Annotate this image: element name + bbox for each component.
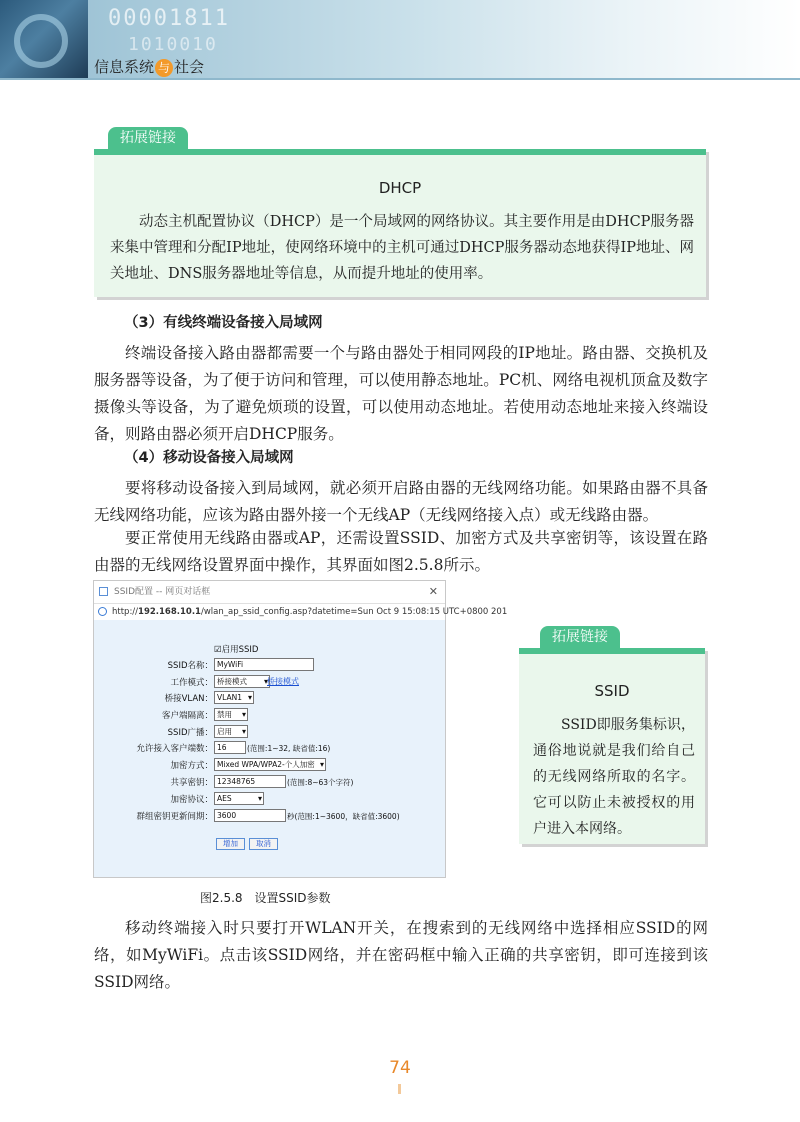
work-mode-select[interactable]: 桥接模式 ▾: [214, 675, 270, 688]
box-title: DHCP: [378, 179, 422, 197]
ssid-name-input[interactable]: MyWiFi: [214, 658, 314, 671]
client-isolation-select[interactable]: 禁用 ▾: [214, 708, 248, 721]
url-prefix: http://: [112, 607, 139, 617]
group-key-period-input[interactable]: 3600: [214, 809, 286, 822]
cancel-button[interactable]: 取消: [249, 838, 278, 850]
shared-key-note: (范围:8~63个字符): [287, 778, 354, 787]
header-title-part1: 信息系统: [94, 58, 155, 76]
max-clients-label: 允许接入客户端数：: [136, 744, 213, 754]
window-icon: [99, 587, 108, 596]
gear-icon: [14, 14, 68, 68]
header-title-connector: 与: [155, 59, 173, 77]
page-number: 74: [389, 1058, 411, 1078]
ext-link-box-ssid: [519, 648, 705, 844]
ssid-broadcast-select[interactable]: 启用 ▾: [214, 725, 248, 738]
checkbox-checked-icon: ☑: [214, 645, 222, 655]
ssid-broadcast-label: SSID广播：: [167, 728, 213, 738]
paragraph: 要正常使用无线路由器或AP，还需设置SSID、加密方式及共享密钥等，该设置在路由器的无线网络设置界面中操作，其界面如图2.5.8所示。: [94, 529, 708, 574]
ext-link-tab: 拓展链接: [108, 127, 188, 149]
box-text: 动态主机配置协议（DHCP）是一个局域网的网络协议。其主要作用是由DHCP服务器来集中管理和分配IP地址，使网络环境中的主机可通过DHCP服务器动态地获得IP地址、网关地址、DNS服务器地址等信息，从而提升地址的使用率。: [110, 214, 694, 282]
window-titlebar: [94, 581, 445, 604]
encryption-select[interactable]: Mixed WPA/WPA2-个人加密 ▾: [214, 758, 326, 771]
group-key-period-label: 群组密钥更新间期：: [136, 812, 213, 822]
paragraph: 移动终端接入时只要打开WLAN开关，在搜索到的无线网络中选择相应SSID的网络，如MyWiFi。点击该SSID网络，并在密码框中输入正确的共享密钥，即可连接到该SSID网络。: [94, 919, 708, 991]
box-text: SSID即服务集标识，通俗地说就是我们给自己的无线网络所取的名字。它可以防止未被授权的用户进入本网络。: [533, 717, 695, 837]
work-mode-link[interactable]: 桥接模式: [267, 677, 299, 686]
cipher-select[interactable]: AES ▾: [214, 792, 264, 805]
header-deco-digits-2: 1010010: [128, 34, 218, 55]
box-title: SSID: [594, 682, 630, 700]
enable-ssid-label: 启用SSID: [221, 645, 259, 655]
section-heading-4: （4）移动设备接入局域网: [124, 450, 294, 466]
header-divider: [0, 78, 800, 80]
client-isolation-label: 客户端隔离：: [161, 711, 213, 721]
paragraph: 要将移动设备接入到局域网，就必须开启路由器的无线网络功能。如果路由器不具备无线网络功能，应该为路由器外接一个无线AP（无线网络接入点）或无线路由器。: [94, 479, 708, 524]
header-image: [0, 0, 88, 78]
url-bar[interactable]: [94, 604, 508, 621]
url-path: /wlan_ap_ssid_config.asp?datetime=Sun Oct 9 15:08:15 UTC+0800 201: [200, 607, 508, 617]
bridge-vlan-select[interactable]: VLAN1 ▾: [214, 691, 254, 704]
max-clients-note: (范围:1~32, 缺省值:16): [247, 744, 331, 753]
shared-key-label: 共享密钥：: [170, 778, 213, 788]
enable-ssid-checkbox[interactable]: [214, 643, 258, 655]
max-clients-input[interactable]: 16: [214, 741, 246, 754]
add-button[interactable]: 增加: [216, 838, 245, 850]
header-title: [94, 56, 204, 77]
cipher-label: 加密协议：: [170, 795, 213, 805]
header-deco-digits: 00001811: [108, 6, 230, 31]
section-heading-3: （3）有线终端设备接入局域网: [124, 315, 323, 331]
ext-link-tab: 拓展链接: [540, 626, 620, 648]
encryption-label: 加密方式：: [170, 761, 213, 771]
shared-key-input[interactable]: 12348765: [214, 775, 286, 788]
page-number-tick: [398, 1084, 401, 1094]
paragraph: 终端设备接入路由器都需要一个与路由器处于相同网段的IP地址。路由器、交换机及服务器等设备，为了便于访问和管理，可以使用静态地址。PC机、网络电视机顶盒及数字摄像头等设备，为了避免烦琐的设置，可以使用动态地址。若使用动态地址来接入终端设备，则路由器必须开启DHCP服务。: [94, 344, 708, 443]
group-key-period-note: 秒(范围:1~3600，缺省值:3600): [287, 812, 400, 821]
close-icon[interactable]: ✕: [428, 585, 438, 598]
window-title: SSID配置 -- 网页对话框: [114, 587, 211, 597]
ie-icon: [98, 607, 107, 616]
ssid-name-label: SSID名称：: [167, 661, 213, 671]
bridge-vlan-label: 桥接VLAN：: [164, 694, 213, 704]
work-mode-label: 工作模式：: [170, 678, 213, 688]
ext-link-box-dhcp: [94, 149, 706, 297]
ssid-config-screenshot: [93, 580, 508, 878]
header-title-part2: 社会: [174, 58, 205, 76]
url-host: 192.168.10.1: [138, 607, 201, 617]
figure-caption: 图2.5.8 设置SSID参数: [200, 891, 331, 905]
